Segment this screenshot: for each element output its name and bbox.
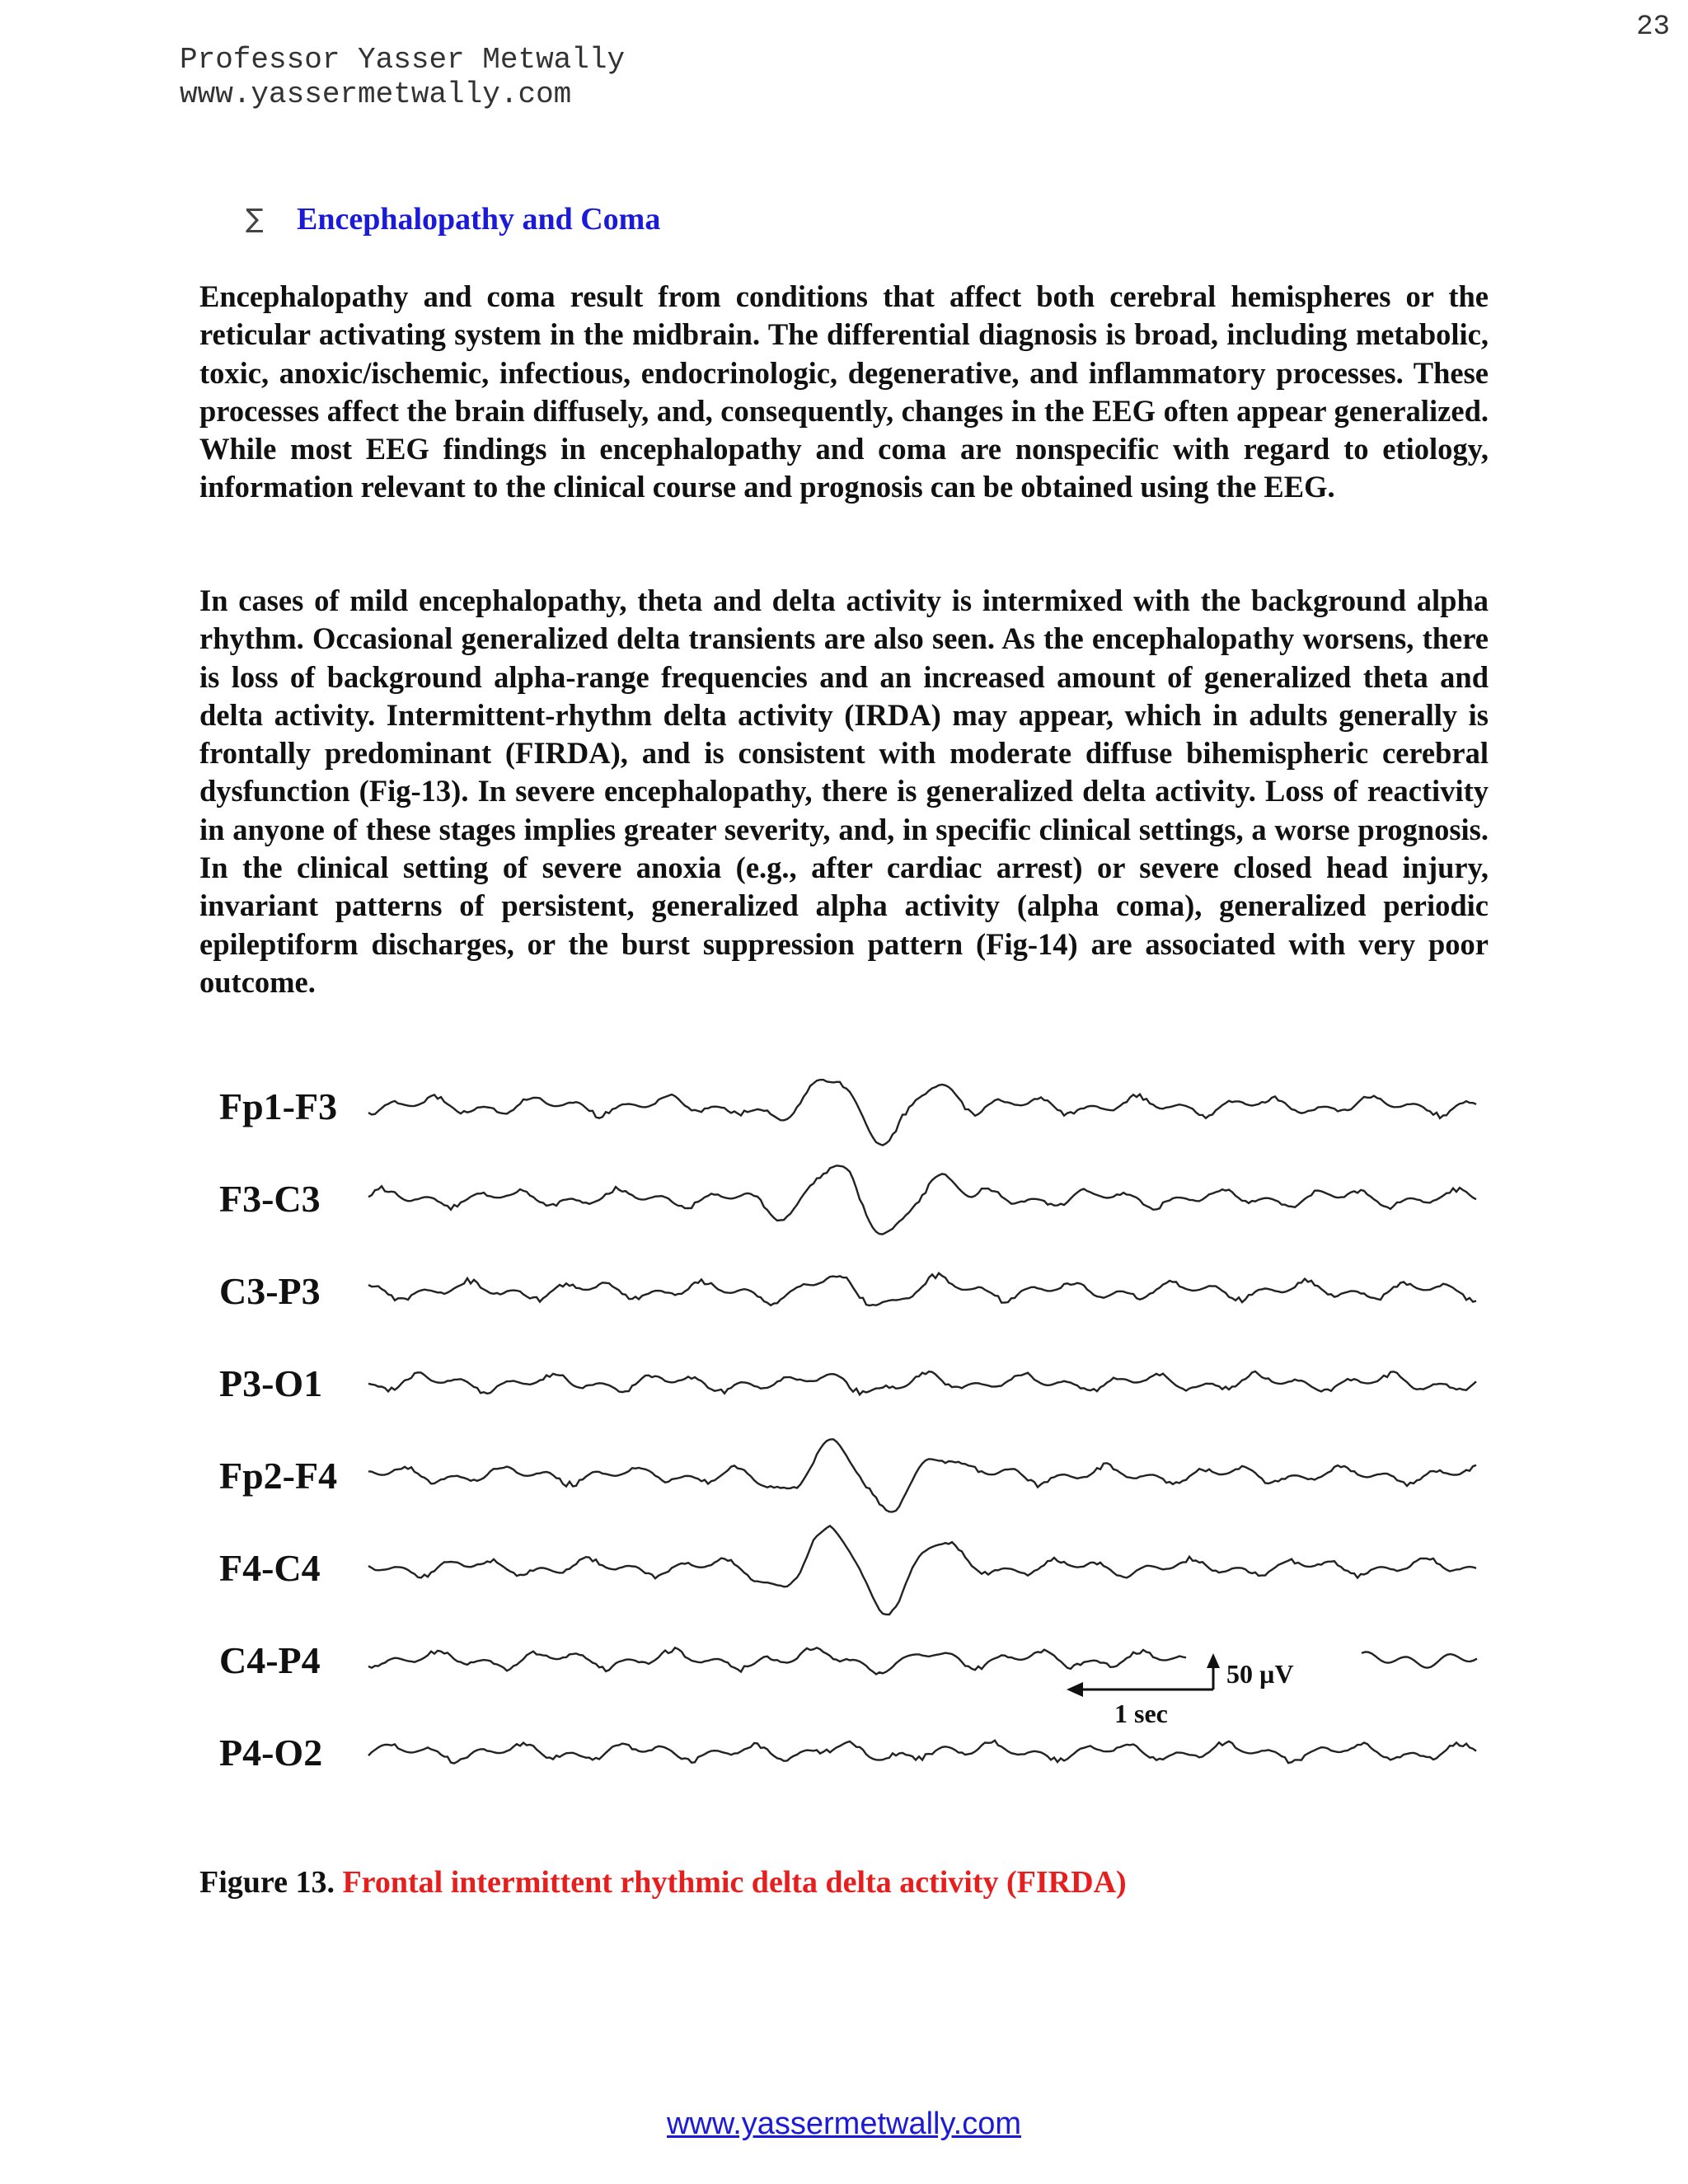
section-heading [246, 202, 661, 237]
footer-website-link[interactable]: www.yassermetwally.com [666, 2107, 1022, 2141]
eeg-trace [368, 1371, 1476, 1394]
eeg-trace [1362, 1652, 1477, 1667]
channel-label: Fp2-F4 [219, 1455, 338, 1497]
footer [0, 2107, 1688, 2142]
channel-label: F3-C3 [219, 1178, 321, 1220]
amplitude-arrow-icon [1207, 1653, 1220, 1668]
section-heading-text: Encephalopathy and Coma [297, 202, 661, 237]
eeg-trace [368, 1080, 1476, 1145]
eeg-trace [368, 1165, 1476, 1234]
time-scale-label: 1 sec [1114, 1699, 1168, 1728]
eeg-trace [368, 1273, 1476, 1305]
eeg-tracing [216, 1063, 1502, 1830]
channel-label: C4-P4 [219, 1639, 321, 1681]
caption-title: Frontal intermittent rhythmic delta delta activity (FIRDA) [342, 1865, 1127, 1900]
paragraph-encephalopathy-stages: In cases of mild encephalopathy, theta and delta activity is intermixed with the background alpha rhythm. Occasional generalized delta transients are also seen. As the encephalopathy worsens, there is loss of background alpha-range frequencies and an increased amount of generalized theta and delta activity. Intermittent-rhythm delta activity (IRDA) may appear, which in adults generally is frontally predominant (FIRDA), and is consistent with moderate diffuse bihemispheric cerebral dysfunction (Fig-13). In severe encephalopathy, there is generalized delta activity. Loss of reactivity in anyone of these stages implies greater severity, and, in specific clinical settings, a worse prognosis. In the clinical setting of severe anoxia (e.g., after cardiac arrest) or severe closed head injury, invariant patterns of persistent, generalized alpha activity (alpha coma), generalized periodic epileptiform discharges, or the burst suppression pattern (Fig-14) are associated with very poor outcome. [199, 583, 1489, 999]
channel-label: Fp1-F3 [219, 1085, 338, 1127]
eeg-trace [368, 1439, 1476, 1511]
eeg-trace [368, 1526, 1476, 1615]
caption-prefix: Figure 13. [199, 1865, 335, 1900]
time-arrow-icon [1067, 1682, 1083, 1697]
calibration-marker [1067, 1653, 1294, 1728]
eeg-trace [368, 1647, 1186, 1674]
page-header [180, 43, 625, 112]
channel-label: F4-C4 [219, 1547, 321, 1589]
amplitude-scale-label: 50 µV [1226, 1659, 1294, 1689]
header-website: www.yassermetwally.com [180, 77, 572, 111]
page-number: 23 [1636, 12, 1670, 43]
eeg-trace [368, 1741, 1476, 1764]
summation-bullet-icon: ∑ [246, 203, 264, 234]
header-author: Professor Yasser Metwally [180, 43, 626, 77]
channel-label: C3-P3 [219, 1270, 321, 1312]
channel-label: P3-O1 [219, 1362, 323, 1404]
eeg-figure [216, 1063, 1502, 1830]
paragraph-intro: Encephalopathy and coma result from conditions that affect both cerebral hemispheres or the reticular activating system in the midbrain. The differential diagnosis is broad, including metabolic, toxic, anoxic/ischemic, infectious, endocrinologic, degenerative, and inflammatory processes. These processes affect the brain diffusely, and, consequently, changes in the EEG often appear generalized. While most EEG findings in encephalopathy and coma are nonspecific with regard to etiology, information relevant to the clinical course and prognosis can be obtained using the EEG. [199, 279, 1489, 504]
figure-caption [199, 1864, 1127, 1900]
channel-label: P4-O2 [219, 1732, 323, 1774]
